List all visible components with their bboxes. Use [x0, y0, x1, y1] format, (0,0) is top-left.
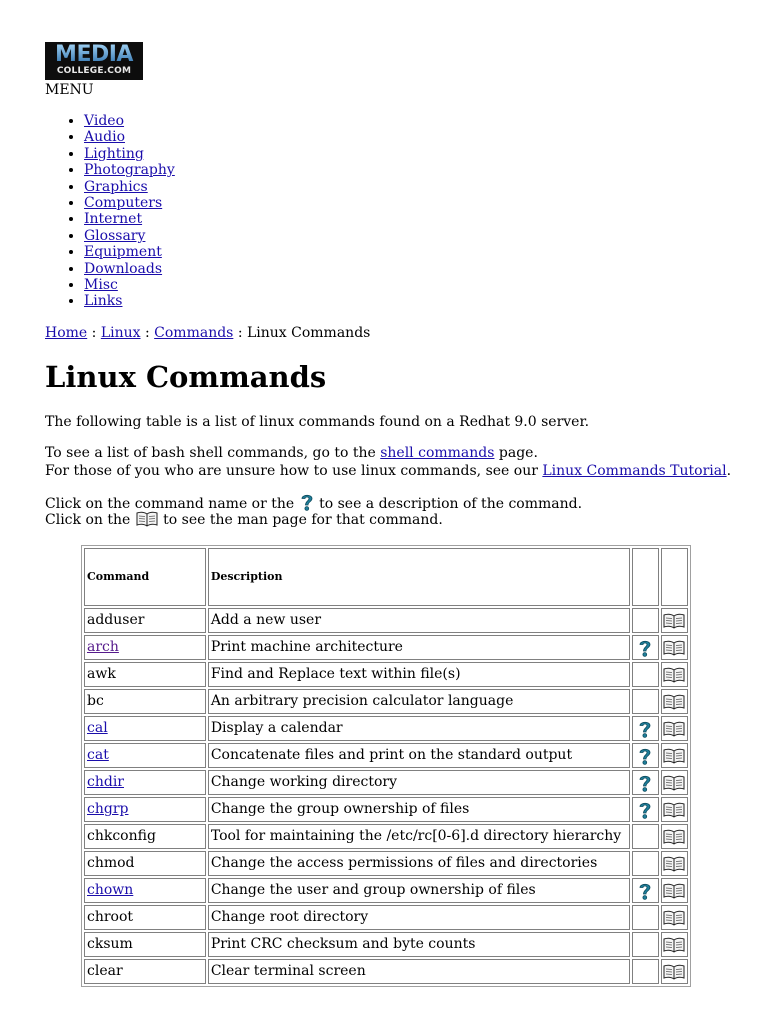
intro-links-paragraph: [45, 445, 731, 481]
man-page-cell: [661, 770, 688, 795]
help-cell: [632, 635, 659, 660]
column-header-description: Description: [208, 548, 630, 606]
breadcrumb-commands[interactable]: Commands: [154, 325, 234, 341]
command-cell: [84, 905, 206, 930]
description-cell: Add a new user: [208, 608, 630, 633]
breadcrumb-home[interactable]: Home: [45, 325, 88, 341]
column-header-help: [632, 548, 659, 606]
menu-item: [84, 293, 175, 309]
table-row: [84, 959, 688, 984]
menu-item: [84, 261, 175, 277]
instruction-text: to see the man page for that command.: [158, 512, 443, 528]
help-cell: [632, 932, 659, 957]
command-name: chkconfig: [87, 828, 156, 845]
open-book-icon[interactable]: [662, 882, 687, 900]
intro-text: To see a list of bash shell commands, go to the: [45, 445, 381, 461]
breadcrumb-separator: :: [144, 325, 150, 341]
man-page-cell: [661, 716, 688, 741]
menu-title: MENU: [45, 82, 94, 98]
command-cell: [84, 959, 206, 984]
question-mark-icon[interactable]: [633, 746, 658, 766]
description-cell: Tool for maintaining the /etc/rc[0-6].d directory hierarchy: [208, 824, 630, 849]
command-link[interactable]: chdir: [87, 774, 124, 791]
help-cell: [632, 905, 659, 930]
command-cell: [84, 932, 206, 957]
command-cell: [84, 743, 206, 768]
menu-item: [84, 211, 175, 227]
question-mark-icon[interactable]: [633, 638, 658, 658]
breadcrumb-linux[interactable]: Linux: [100, 325, 141, 341]
command-name: awk: [87, 666, 116, 683]
open-book-icon[interactable]: [662, 747, 687, 765]
menu-item: [84, 179, 175, 195]
menu-link-links[interactable]: Links: [84, 293, 123, 310]
question-mark-icon[interactable]: [633, 719, 658, 739]
intro-text: For those of you who are unsure how to use linux commands, see our: [45, 463, 543, 479]
command-name: adduser: [87, 612, 145, 629]
menu-link-photography[interactable]: Photography: [84, 162, 175, 179]
command-cell: [84, 662, 206, 687]
table-row: [84, 770, 688, 795]
command-link[interactable]: cal: [87, 720, 108, 737]
help-cell: [632, 770, 659, 795]
open-book-icon[interactable]: [662, 612, 687, 630]
menu-link-audio[interactable]: Audio: [84, 129, 125, 146]
man-page-cell: [661, 932, 688, 957]
table-row: [84, 878, 688, 903]
linux-commands-tutorial-link[interactable]: Linux Commands Tutorial: [542, 463, 727, 479]
table-row: [84, 716, 688, 741]
column-header-man: [661, 548, 688, 606]
description-cell: Print CRC checksum and byte counts: [208, 932, 630, 957]
command-name: chmod: [87, 855, 135, 872]
open-book-icon[interactable]: [662, 639, 687, 657]
menu-link-video[interactable]: Video: [84, 113, 125, 129]
description-cell: Change the user and group ownership of files: [208, 878, 630, 903]
open-book-icon[interactable]: [662, 963, 687, 981]
command-name: bc: [87, 693, 104, 710]
help-cell: [632, 959, 659, 984]
breadcrumb-current: Linux Commands: [246, 325, 371, 341]
breadcrumb-separator: :: [91, 325, 97, 341]
description-cell: Change the access permissions of files and directories: [208, 851, 630, 876]
table-row: [84, 797, 688, 822]
help-cell: [632, 608, 659, 633]
logo-text-media: MEDIA: [45, 44, 143, 66]
command-cell: [84, 824, 206, 849]
command-cell: [84, 770, 206, 795]
question-mark-icon[interactable]: [633, 800, 658, 820]
command-name: cksum: [87, 936, 133, 953]
description-cell: Clear terminal screen: [208, 959, 630, 984]
table-header-row: [84, 548, 688, 606]
menu-link-lighting[interactable]: Lighting: [84, 145, 144, 162]
description-cell: Find and Replace text within file(s): [208, 662, 630, 687]
man-page-cell: [661, 824, 688, 849]
menu-item: [84, 129, 175, 145]
command-cell: [84, 851, 206, 876]
table-row: [84, 851, 688, 876]
command-link[interactable]: cat: [87, 747, 109, 764]
instructions-paragraph: [45, 492, 582, 528]
logo-text-college: COLLEGE.COM: [56, 66, 132, 76]
instruction-text: to see a description of the command.: [314, 496, 583, 512]
description-cell: Print machine architecture: [208, 635, 630, 660]
command-link[interactable]: arch: [87, 639, 119, 656]
page-title: Linux Commands: [45, 360, 327, 394]
intro-paragraph: The following table is a list of linux commands found on a Redhat 9.0 server.: [45, 414, 590, 430]
command-cell: [84, 716, 206, 741]
command-name: chroot: [87, 909, 134, 926]
menu-item: [84, 162, 175, 178]
menu-link-internet[interactable]: Internet: [84, 211, 143, 228]
man-page-cell: [661, 635, 688, 660]
open-book-icon[interactable]: [662, 936, 687, 954]
man-page-cell: [661, 689, 688, 714]
table-row: [84, 824, 688, 849]
table-row: [84, 608, 688, 633]
help-cell: [632, 851, 659, 876]
command-cell: [84, 797, 206, 822]
instruction-text: Click on the command name or the: [45, 496, 299, 512]
man-page-cell: [661, 959, 688, 984]
menu-item: [84, 228, 175, 244]
description-cell: Display a calendar: [208, 716, 630, 741]
open-book-icon[interactable]: [662, 774, 687, 792]
intro-text: .: [726, 463, 732, 479]
help-cell: [632, 743, 659, 768]
open-book-icon[interactable]: [662, 666, 687, 684]
breadcrumb-separator: :: [237, 325, 243, 341]
help-cell: [632, 797, 659, 822]
table-row: [84, 932, 688, 957]
open-book-icon[interactable]: [662, 693, 687, 711]
help-cell: [632, 689, 659, 714]
menu-link-graphics[interactable]: Graphics: [84, 178, 148, 195]
man-page-cell: [661, 662, 688, 687]
column-header-command: Command: [84, 548, 206, 606]
help-cell: [632, 662, 659, 687]
command-cell: [84, 608, 206, 633]
man-page-cell: [661, 851, 688, 876]
command-cell: [84, 878, 206, 903]
man-page-cell: [661, 608, 688, 633]
menu-item: [84, 277, 175, 293]
menu-link-downloads[interactable]: Downloads: [84, 260, 163, 277]
open-book-icon[interactable]: [662, 828, 687, 846]
description-cell: Concatenate files and print on the standard output: [208, 743, 630, 768]
command-link[interactable]: chown: [87, 882, 134, 899]
question-mark-icon[interactable]: [633, 881, 658, 901]
man-page-cell: [661, 797, 688, 822]
command-link[interactable]: chgrp: [87, 801, 129, 818]
instruction-text: Click on the: [45, 512, 135, 528]
question-mark-icon[interactable]: [633, 773, 658, 793]
table-row: [84, 905, 688, 930]
man-page-cell: [661, 743, 688, 768]
table-row: [84, 689, 688, 714]
menu-item: [84, 244, 175, 260]
shell-commands-link[interactable]: shell commands: [380, 445, 495, 461]
menu-item: [84, 146, 175, 162]
menu-item: [84, 113, 175, 129]
open-book-icon[interactable]: [662, 801, 687, 819]
man-page-cell: [661, 905, 688, 930]
breadcrumb: [45, 325, 370, 341]
command-cell: [84, 635, 206, 660]
table-row: [84, 662, 688, 687]
help-cell: [632, 824, 659, 849]
menu-link-misc[interactable]: Misc: [84, 277, 118, 294]
description-cell: Change the group ownership of files: [208, 797, 630, 822]
commands-table: [81, 545, 691, 987]
open-book-icon[interactable]: [662, 855, 687, 873]
main-menu: [45, 113, 175, 310]
command-cell: [84, 689, 206, 714]
open-book-icon[interactable]: [662, 909, 687, 927]
table-row: [84, 635, 688, 660]
help-cell: [632, 716, 659, 741]
menu-item: [84, 195, 175, 211]
site-logo[interactable]: [45, 42, 143, 80]
menu-link-glossary[interactable]: Glossary: [84, 227, 146, 244]
menu-link-equipment[interactable]: Equipment: [84, 244, 162, 261]
description-cell: Change working directory: [208, 770, 630, 795]
description-cell: Change root directory: [208, 905, 630, 930]
open-book-icon[interactable]: [662, 720, 687, 738]
man-page-cell: [661, 878, 688, 903]
help-cell: [632, 878, 659, 903]
menu-link-computers[interactable]: Computers: [84, 195, 163, 212]
description-cell: An arbitrary precision calculator language: [208, 689, 630, 714]
table-row: [84, 743, 688, 768]
intro-text: page.: [494, 445, 538, 461]
command-name: clear: [87, 963, 123, 980]
open-book-icon: [135, 510, 159, 532]
